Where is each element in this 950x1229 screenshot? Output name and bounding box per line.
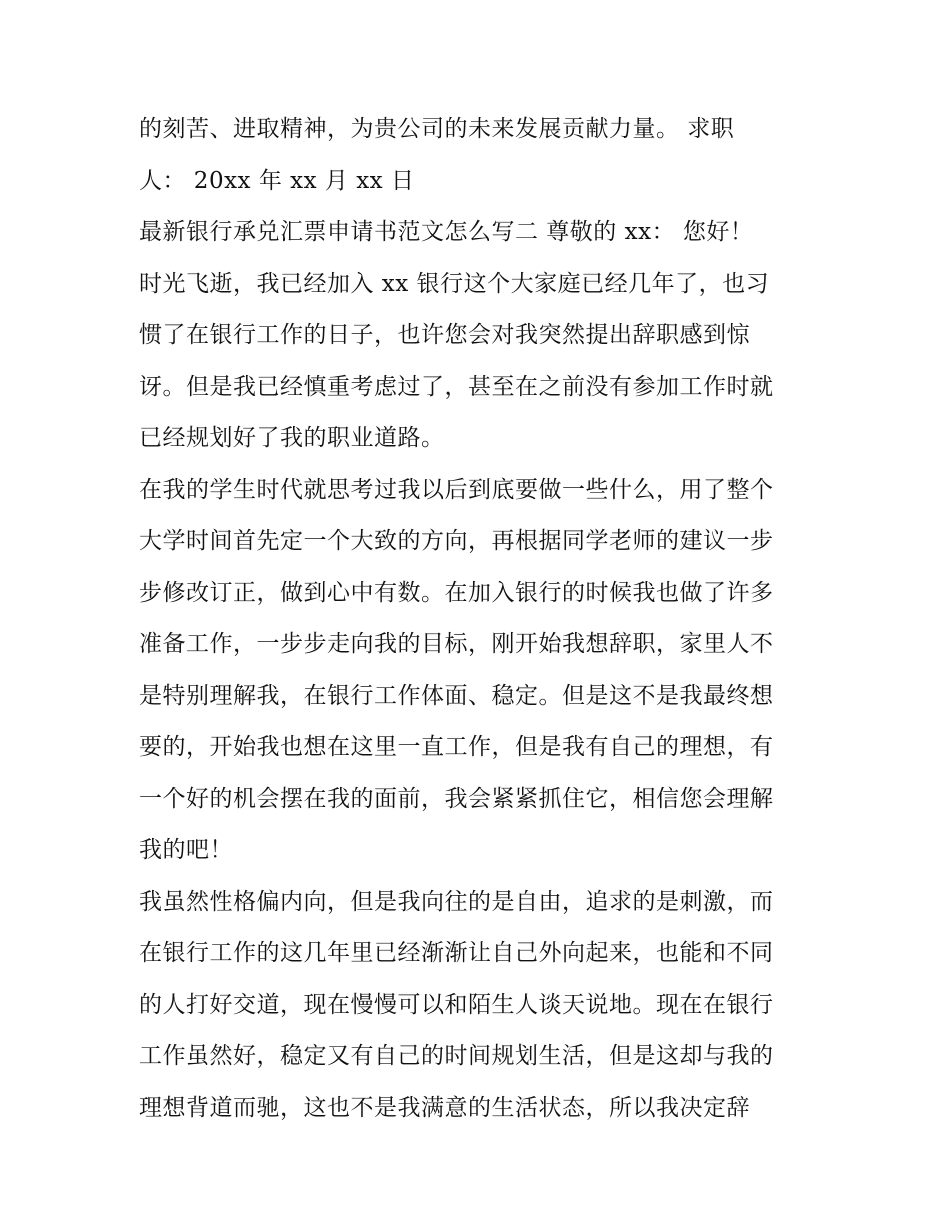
text-line-1: 的刻苦、进取精神，为贵公司的未来发展贡献力量。 求职 [139, 116, 735, 142]
text-line-9: 大学时间首先定一个大致的方向，再根据同学老师的建议一步 [139, 528, 774, 554]
text-line-11: 准备工作，一步步走向我的目标，刚开始我想辞职，家里人不 [139, 631, 774, 657]
text-line-20: 理想背道而驰，这也不是我满意的生活状态，所以我决定辞 [139, 1094, 750, 1121]
text-line-2: 人： 20xx 年 xx 月 xx 日 [139, 167, 415, 194]
text-line-14: 一个好的机会摆在我的面前，我会紧紧抓住它，相信您会理解 [139, 785, 774, 812]
text-line-3: 最新银行承兑汇票申请书范文怎么写二 尊敬的 xx： 您好！ [139, 219, 754, 245]
text-line-13: 要的，开始我也想在这里一直工作，但是我有自己的理想，有 [139, 734, 774, 760]
text-line-19: 工作虽然好，稳定又有自己的时间规划生活，但是这却与我的 [139, 1043, 774, 1069]
text-line-15: 我的吧！ [139, 837, 233, 863]
text-line-4: 时光飞逝，我已经加入 xx 银行这个大家庭已经几年了，也习 [139, 270, 770, 297]
text-line-8: 在我的学生时代就思考过我以后到底要做一些什么，用了整个 [139, 476, 774, 503]
document-body [139, 104, 819, 1134]
text-line-6: 讶。但是我已经慎重考虑过了，甚至在之前没有参加工作时就 [139, 373, 774, 400]
text-line-10: 步修改订正，做到心中有数。在加入银行的时候我也做了许多 [139, 579, 774, 606]
text-line-7: 已经规划好了我的职业道路。 [139, 425, 445, 451]
text-line-17: 在银行工作的这几年里已经渐渐让自己外向起来，也能和不同 [139, 940, 774, 966]
text-line-5: 惯了在银行工作的日子，也许您会对我突然提出辞职感到惊 [139, 322, 750, 348]
text-line-12: 是特别理解我，在银行工作体面、稳定。但是这不是我最终想 [139, 682, 774, 709]
text-line-18: 的人打好交道，现在慢慢可以和陌生人谈天说地。现在在银行 [139, 991, 774, 1018]
text-line-16: 我虽然性格偏内向，但是我向往的是自由，追求的是刺激，而 [139, 888, 774, 915]
